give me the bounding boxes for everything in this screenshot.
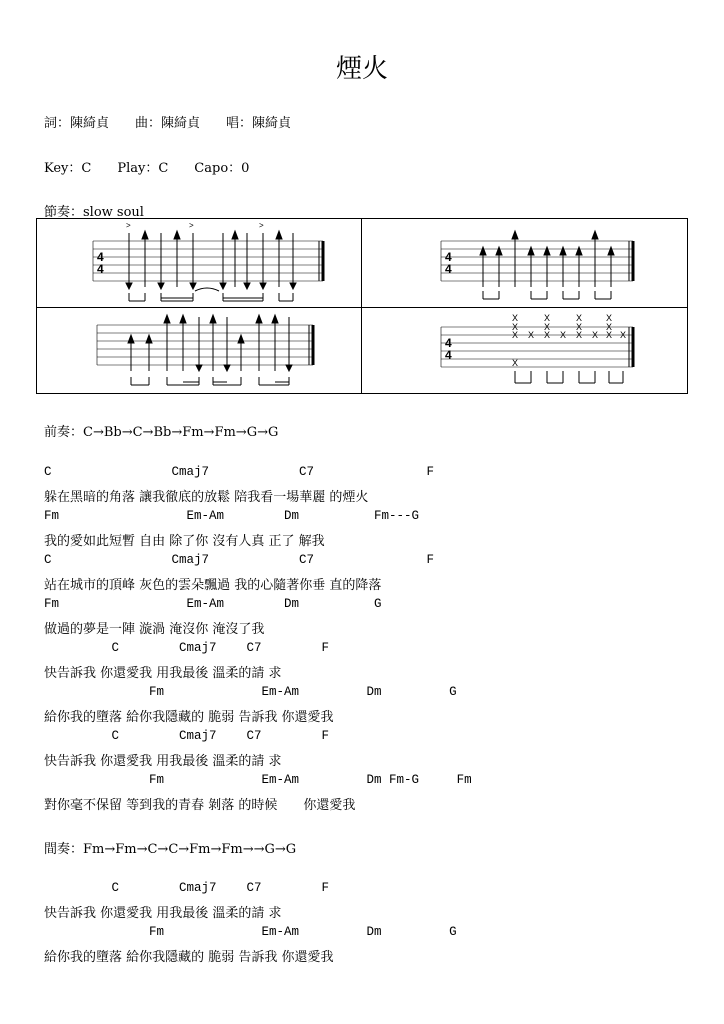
svg-text:X: X <box>511 313 519 323</box>
chord-line: Fm Em-Am Dm Fm---G <box>44 509 420 523</box>
svg-text:X: X <box>575 313 583 323</box>
lyric-line: 做過的夢是一陣 漩渦 淹沒你 淹沒了我 <box>44 622 265 637</box>
chord-line: C Cmaj7 C7 F <box>44 553 435 567</box>
intro-progression: 前奏：C→Bb→C→Bb→Fm→Fm→G→G <box>44 425 279 440</box>
svg-text:X: X <box>543 330 551 340</box>
song-title: 煙火 <box>335 54 388 84</box>
svg-text:X: X <box>605 313 613 323</box>
lyric-line: 站在城市的頂峰 灰色的雲朵飄過 我的心隨著你垂 直的降落 <box>44 578 382 593</box>
rhythm-cell-3 <box>37 307 361 395</box>
rhythm-cell-4 <box>361 307 685 395</box>
rhythm-cell-2 <box>361 219 685 307</box>
chord-line: C Cmaj7 C7 F <box>44 465 435 479</box>
time-sig-bottom: 4 <box>97 262 104 276</box>
lyric-line: 快告訴我 你還愛我 用我最後 溫柔的請 求 <box>44 754 282 769</box>
lyric-line: 對你毫不保留 等到我的青春 剝落 的時候 你還愛我 <box>44 798 356 813</box>
svg-text:X: X <box>543 322 551 332</box>
chord-line: C Cmaj7 C7 F <box>44 641 330 655</box>
svg-text:X: X <box>605 330 613 340</box>
svg-text:>: > <box>126 221 131 230</box>
lyric-line: 躲在黑暗的角落 讓我徹底的放鬆 陪我看一場華麗 的煙火 <box>44 490 369 505</box>
lyric-line: 給你我的墮落 給你我隱藏的 脆弱 告訴我 你還愛我 <box>44 710 334 725</box>
chord-line: Fm Em-Am Dm G <box>44 925 457 939</box>
chord-line: C Cmaj7 C7 F <box>44 729 330 743</box>
svg-text:X: X <box>605 322 613 332</box>
chord-line: C Cmaj7 C7 F <box>44 881 330 895</box>
rhythm-cell-1 <box>37 219 361 307</box>
lyric-line: 我的愛如此短暫 自由 除了你 沒有人真 正了 解我 <box>44 534 325 549</box>
time-sig-top: 4 <box>97 250 104 264</box>
key-line: Key：C Play：C Capo：0 <box>44 161 250 176</box>
chord-line: Fm Em-Am Dm G <box>44 685 457 699</box>
lyric-line: 給你我的墮落 給你我隱藏的 脆弱 告訴我 你還愛我 <box>44 950 334 965</box>
svg-text:>: > <box>189 221 194 230</box>
time-sig-top: 4 <box>445 250 452 264</box>
svg-text:X: X <box>527 330 535 340</box>
time-sig-bottom: 4 <box>445 348 452 362</box>
svg-text:>: > <box>259 221 264 230</box>
svg-text:X: X <box>591 330 599 340</box>
svg-text:X: X <box>511 358 519 368</box>
credits: 詞：陳綺貞 曲：陳綺貞 唱：陳綺貞 <box>44 116 292 131</box>
rhythm-label: 節奏：slow soul <box>44 205 144 220</box>
svg-text:X: X <box>619 330 627 340</box>
chord-line: Fm Em-Am Dm Fm-G Fm <box>44 773 472 787</box>
chord-line: Fm Em-Am Dm G <box>44 597 382 611</box>
svg-text:X: X <box>543 313 551 323</box>
rhythm-grid <box>36 218 688 394</box>
svg-text:X: X <box>575 322 583 332</box>
svg-text:X: X <box>559 330 567 340</box>
svg-text:X: X <box>511 330 519 340</box>
svg-text:X: X <box>511 322 519 332</box>
svg-text:X: X <box>575 330 583 340</box>
interlude-progression: 間奏：Fm→Fm→C→C→Fm→Fm→→G→G <box>44 842 297 857</box>
time-sig-top: 4 <box>445 336 452 350</box>
lyric-line: 快告訴我 你還愛我 用我最後 溫柔的請 求 <box>44 906 282 921</box>
time-sig-bottom: 4 <box>445 262 452 276</box>
lyric-line: 快告訴我 你還愛我 用我最後 溫柔的請 求 <box>44 666 282 681</box>
